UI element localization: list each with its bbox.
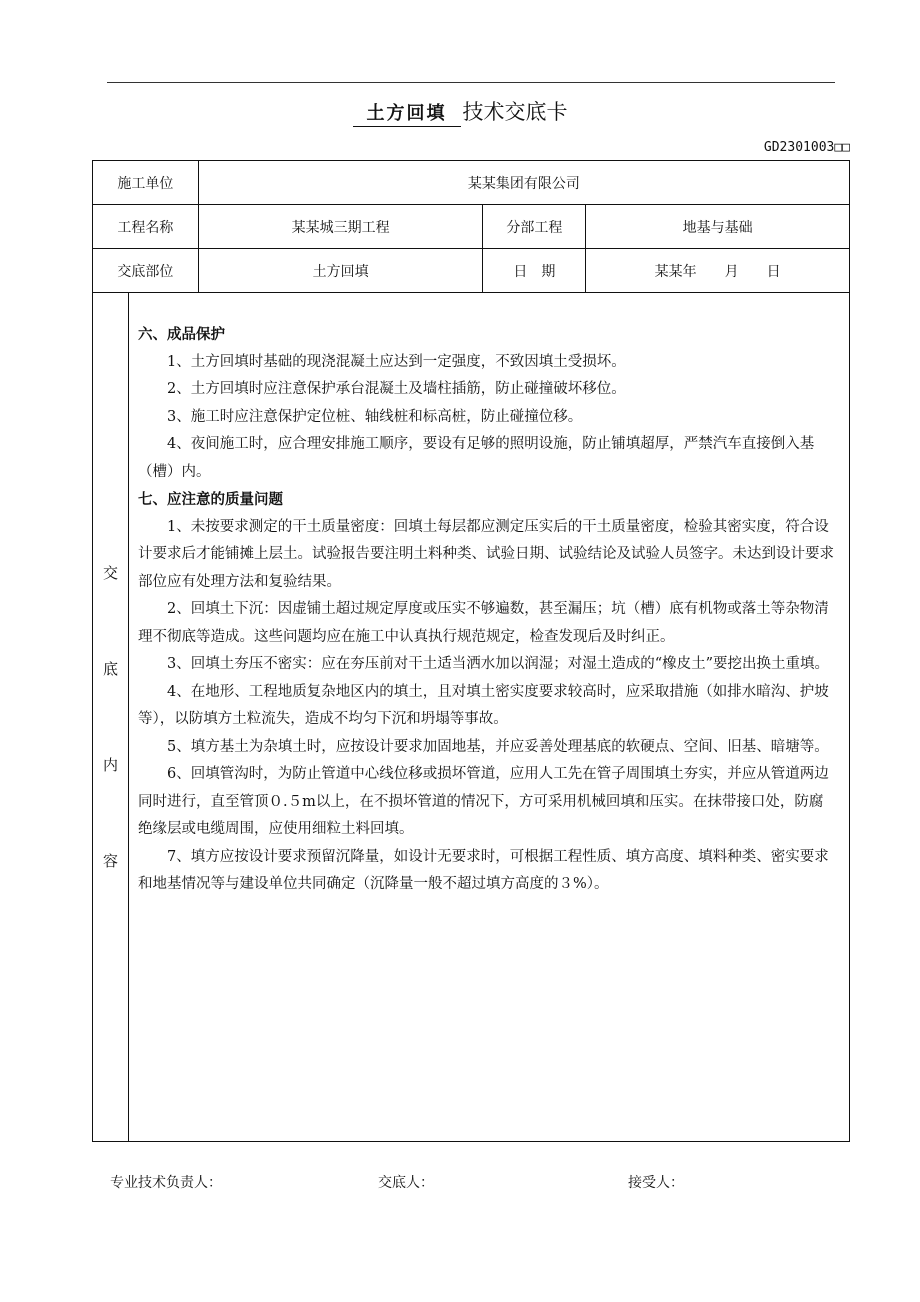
location-label: 交底部位 [93, 249, 199, 293]
title-main: 技术交底卡 [462, 100, 568, 124]
tech-lead-label: 专业技术负责人： [110, 1175, 222, 1191]
disclosure-content [129, 293, 849, 1141]
title-subject: 土方回填 [353, 99, 461, 127]
disclosure-table [92, 160, 850, 1142]
project-name-label: 工程名称 [93, 205, 199, 249]
row-project [93, 205, 850, 249]
project-name-value: 某某城三期工程 [198, 205, 483, 249]
section-7-title: 七、应注意的质量问题 [138, 491, 283, 508]
s6-item-4: 4、夜间施工时，应合理安排施工顺序，要设有足够的照明设施，防止铺填超厚，严禁汽车直接倒入基（槽）内。 [138, 436, 815, 480]
s6-item-2: 2、土方回填时应注意保护承台混凝土及墙柱插筋，防止碰撞破坏移位。 [167, 381, 626, 397]
side-char-1: 交 [102, 564, 118, 582]
side-label [93, 293, 129, 1141]
row-construction-unit [93, 161, 850, 205]
presenter-label: 交底人： [378, 1175, 434, 1191]
s7-item-2: 2、回填土下沉：因虚铺土超过规定厚度或压实不够遍数，甚至漏压；坑（槽）底有机物或落土等杂物清理不彻底等造成。这些问题均应在施工中认真执行规范规定，检查发现后及时纠正。 [138, 601, 829, 645]
s7-item-5: 5、填方基土为杂填土时，应按设计要求加固地基，并应妥善处理基底的软硬点、空间、旧基、暗塘等。 [167, 738, 829, 755]
receiver-label: 接受人： [628, 1175, 684, 1191]
s6-item-3: 3、施工时应注意保护定位桩、轴线桩和标高桩，防止碰撞位移。 [167, 408, 583, 425]
section-6-title: 六、成品保护 [138, 326, 225, 343]
s6-item-1: 1、土方回填时基础的现浇混凝土应达到一定强度，不致因填土受损坏。 [167, 353, 626, 370]
subproject-value: 地基与基础 [586, 205, 850, 249]
date-label: 日 期 [483, 249, 586, 293]
construction-unit-value: 某某集团有限公司 [198, 161, 849, 205]
side-char-4: 容 [102, 852, 118, 870]
construction-unit-label: 施工单位 [93, 161, 199, 205]
s7-item-4: 4、在地形、工程地质复杂地区内的填土，且对填土密实度要求较高时，应采取措施（如排水暗沟、护坡等），以防填方土粒流失，造成不均匀下沉和坍塌等事故。 [138, 683, 829, 727]
subproject-label: 分部工程 [483, 205, 586, 249]
row-content [93, 293, 850, 1142]
s7-item-7: 7、填方应按设计要求预留沉降量，如设计无要求时，可根据工程性质、填方高度、填料种类、密实要求和地基情况等与建设单位共同确定（沉降量一般不超过填方高度的３%）。 [138, 848, 829, 892]
top-rule [107, 82, 835, 83]
location-value: 土方回填 [198, 249, 483, 293]
s7-item-1: 1、未按要求测定的干土质量密度：回填土每层都应测定压实后的干土质量密度，检验其密实度，符合设计要求后才能铺摊上层土。试验报告要注明土料种类、试验日期、试验结论及试验人员签字。未达到设计要求部位应有处理方法和复验结果。 [138, 518, 834, 590]
row-location [93, 249, 850, 293]
content-cell [93, 293, 850, 1142]
s7-item-6: 6、回填管沟时，为防止管道中心线位移或损坏管道，应用人工先在管子周围填土夯实，并应从管道两边同时进行，直至管顶０.５m以上，在不损坏管道的情况下，方可采用机械回填和压实。在抹带接口处，防腐绝缘层或电缆周围，应使用细粒土料回填。 [138, 766, 829, 837]
date-value: 某某年 月 日 [586, 249, 850, 293]
page-title [0, 96, 920, 127]
s7-item-3: 3、回填土夯压不密实：应在夯压前对干土适当洒水加以润湿；对湿土造成的“橡皮土”要挖出换土重填。 [167, 656, 830, 672]
side-char-3: 内 [102, 756, 118, 774]
side-char-2: 底 [102, 660, 118, 678]
document-code: GD2301003□□ [763, 140, 850, 155]
